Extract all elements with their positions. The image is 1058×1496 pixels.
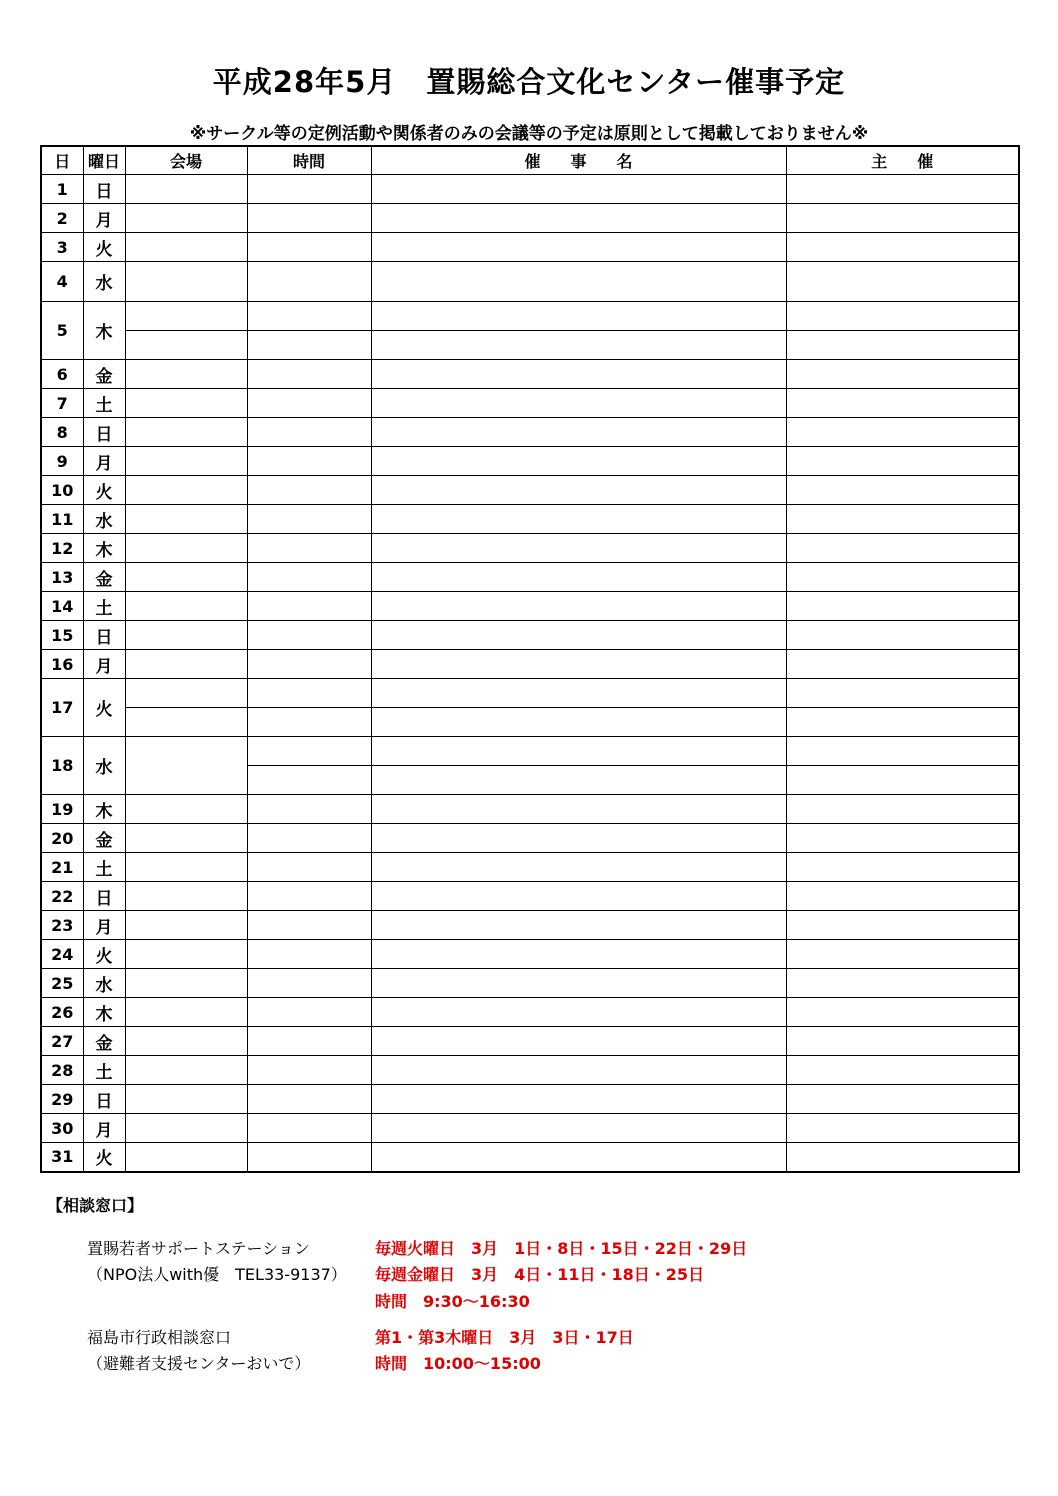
venue-cell — [125, 1085, 247, 1114]
time-cell — [247, 1114, 371, 1143]
host-cell — [786, 1143, 1019, 1172]
venue-cell — [125, 262, 247, 302]
day-cell: 9 — [41, 447, 83, 476]
weekday-cell: 月 — [83, 204, 125, 233]
time-cell — [247, 940, 371, 969]
day-cell: 7 — [41, 389, 83, 418]
notice-text: ※サークル等の定例活動や関係者のみの会議等の予定は原則として掲載しておりません※ — [189, 124, 869, 144]
host-cell — [786, 650, 1019, 679]
day-cell: 3 — [41, 233, 83, 262]
table-row — [41, 233, 1019, 262]
day-cell: 6 — [41, 360, 83, 389]
fukushima-schedule: 第1・第3木曜日 3月 3日・17日 — [375, 1328, 634, 1347]
weekday-cell: 水 — [83, 505, 125, 534]
table-row — [41, 1114, 1019, 1143]
event-cell — [371, 998, 786, 1027]
host-cell — [786, 505, 1019, 534]
table-row — [41, 592, 1019, 621]
day-cell: 2 — [41, 204, 83, 233]
header-time: 時間 — [247, 146, 371, 175]
venue-cell — [125, 175, 247, 204]
event-cell — [371, 650, 786, 679]
time-cell — [247, 233, 371, 262]
host-cell — [786, 360, 1019, 389]
host-cell — [786, 679, 1019, 708]
event-cell — [371, 679, 786, 708]
weekday-cell: 土 — [83, 592, 125, 621]
event-cell — [371, 969, 786, 998]
table-row — [41, 911, 1019, 940]
venue-cell — [125, 911, 247, 940]
weekday-cell: 日 — [83, 418, 125, 447]
venue-cell — [125, 940, 247, 969]
venue-cell — [125, 534, 247, 563]
venue-cell — [125, 204, 247, 233]
event-cell — [371, 1056, 786, 1085]
day-cell: 11 — [41, 505, 83, 534]
weekday-cell: 土 — [83, 853, 125, 882]
day-cell: 23 — [41, 911, 83, 940]
table-row — [41, 175, 1019, 204]
day-cell: 5 — [41, 302, 83, 360]
time-cell — [247, 592, 371, 621]
table-row — [41, 1085, 1019, 1114]
time-cell — [247, 204, 371, 233]
day-cell: 14 — [41, 592, 83, 621]
host-cell — [786, 563, 1019, 592]
time-cell — [247, 447, 371, 476]
host-cell — [786, 853, 1019, 882]
table-row — [41, 331, 1019, 360]
venue-cell — [125, 505, 247, 534]
day-cell: 4 — [41, 262, 83, 302]
venue-cell — [125, 418, 247, 447]
table-row — [41, 679, 1019, 708]
event-cell — [371, 940, 786, 969]
day-cell: 31 — [41, 1143, 83, 1172]
event-cell — [371, 795, 786, 824]
day-cell: 16 — [41, 650, 83, 679]
table-row — [41, 824, 1019, 853]
time-cell — [247, 911, 371, 940]
table-header-row — [41, 146, 1019, 175]
time-cell — [247, 737, 371, 766]
event-cell — [371, 360, 786, 389]
time-cell — [247, 766, 371, 795]
weekday-cell: 日 — [83, 621, 125, 650]
day-cell: 18 — [41, 737, 83, 795]
event-cell — [371, 447, 786, 476]
host-cell — [786, 708, 1019, 737]
weekday-cell: 火 — [83, 940, 125, 969]
weekday-cell: 日 — [83, 1085, 125, 1114]
day-cell: 26 — [41, 998, 83, 1027]
event-cell — [371, 911, 786, 940]
venue-cell — [125, 853, 247, 882]
page-title: 平成28年5月 置賜総合文化センター催事予定 — [212, 65, 846, 99]
table-row — [41, 998, 1019, 1027]
table-row — [41, 708, 1019, 737]
event-cell — [371, 592, 786, 621]
venue-cell — [125, 824, 247, 853]
time-cell — [247, 360, 371, 389]
host-cell — [786, 795, 1019, 824]
time-cell — [247, 1056, 371, 1085]
venue-cell — [125, 650, 247, 679]
weekday-cell: 水 — [83, 737, 125, 795]
event-cell — [371, 331, 786, 360]
day-cell: 30 — [41, 1114, 83, 1143]
time-cell — [247, 262, 371, 302]
table-row — [41, 360, 1019, 389]
host-cell — [786, 262, 1019, 302]
event-cell — [371, 1027, 786, 1056]
fukushima-office-org: （避難者支援センターおいで） — [87, 1354, 311, 1373]
time-cell — [247, 1143, 371, 1172]
header-host: 主催 — [786, 146, 1019, 175]
event-cell — [371, 233, 786, 262]
time-cell — [247, 679, 371, 708]
day-cell: 21 — [41, 853, 83, 882]
weekday-cell: 金 — [83, 360, 125, 389]
time-cell — [247, 476, 371, 505]
host-cell — [786, 737, 1019, 766]
table-row — [41, 1027, 1019, 1056]
host-cell — [786, 621, 1019, 650]
support-station-name: 置賜若者サポートステーション — [87, 1239, 310, 1258]
weekday-cell: 月 — [83, 911, 125, 940]
table-row — [41, 795, 1019, 824]
header-event: 催事名 — [371, 146, 786, 175]
table-row — [41, 650, 1019, 679]
day-cell: 28 — [41, 1056, 83, 1085]
day-cell: 8 — [41, 418, 83, 447]
host-cell — [786, 302, 1019, 331]
day-cell: 27 — [41, 1027, 83, 1056]
event-cell — [371, 1143, 786, 1172]
weekday-cell: 火 — [83, 476, 125, 505]
time-cell — [247, 621, 371, 650]
support-station-hours: 時間 9:30～16:30 — [375, 1292, 530, 1311]
support-station-schedule-tuesday: 毎週火曜日 3月 1日・8日・15日・22日・29日 — [375, 1239, 748, 1258]
host-cell — [786, 998, 1019, 1027]
venue-cell — [125, 331, 247, 360]
event-cell — [371, 882, 786, 911]
time-cell — [247, 650, 371, 679]
table-row — [41, 476, 1019, 505]
weekday-cell: 火 — [83, 233, 125, 262]
header-weekday: 曜日 — [83, 146, 125, 175]
event-cell — [371, 302, 786, 331]
event-cell — [371, 175, 786, 204]
day-cell: 29 — [41, 1085, 83, 1114]
event-cell — [371, 563, 786, 592]
weekday-cell: 土 — [83, 389, 125, 418]
host-cell — [786, 418, 1019, 447]
host-cell — [786, 447, 1019, 476]
day-cell: 1 — [41, 175, 83, 204]
time-cell — [247, 534, 371, 563]
time-cell — [247, 389, 371, 418]
weekday-cell: 土 — [83, 1056, 125, 1085]
event-cell — [371, 418, 786, 447]
host-cell — [786, 969, 1019, 998]
venue-cell — [125, 998, 247, 1027]
time-cell — [247, 1027, 371, 1056]
venue-cell — [125, 621, 247, 650]
table-row — [41, 969, 1019, 998]
host-cell — [786, 1085, 1019, 1114]
weekday-cell: 水 — [83, 262, 125, 302]
venue-cell — [125, 1143, 247, 1172]
venue-cell — [125, 969, 247, 998]
weekday-cell: 月 — [83, 447, 125, 476]
table-row — [41, 1143, 1019, 1172]
venue-cell — [125, 447, 247, 476]
table-row — [41, 204, 1019, 233]
day-cell: 10 — [41, 476, 83, 505]
time-cell — [247, 418, 371, 447]
day-cell: 20 — [41, 824, 83, 853]
time-cell — [247, 853, 371, 882]
venue-cell — [125, 302, 247, 331]
event-cell — [371, 708, 786, 737]
table-row — [41, 563, 1019, 592]
host-cell — [786, 592, 1019, 621]
event-cell — [371, 534, 786, 563]
table-row — [41, 534, 1019, 563]
header-venue: 会場 — [125, 146, 247, 175]
event-cell — [371, 204, 786, 233]
table-row — [41, 621, 1019, 650]
weekday-cell: 水 — [83, 969, 125, 998]
table-row — [41, 262, 1019, 302]
event-schedule-table — [40, 145, 1020, 1173]
venue-cell — [125, 233, 247, 262]
time-cell — [247, 563, 371, 592]
time-cell — [247, 969, 371, 998]
host-cell — [786, 204, 1019, 233]
event-cell — [371, 505, 786, 534]
event-cell — [371, 621, 786, 650]
time-cell — [247, 824, 371, 853]
venue-cell — [125, 476, 247, 505]
weekday-cell: 木 — [83, 302, 125, 360]
fukushima-office-name: 福島市行政相談窓口 — [87, 1328, 232, 1347]
venue-cell — [125, 795, 247, 824]
time-cell — [247, 331, 371, 360]
table-row — [41, 505, 1019, 534]
table-row — [41, 447, 1019, 476]
table-row — [41, 302, 1019, 331]
day-cell: 12 — [41, 534, 83, 563]
host-cell — [786, 940, 1019, 969]
day-cell: 22 — [41, 882, 83, 911]
host-cell — [786, 882, 1019, 911]
venue-cell — [125, 737, 247, 795]
venue-cell — [125, 360, 247, 389]
venue-cell — [125, 679, 247, 708]
event-cell — [371, 853, 786, 882]
venue-cell — [125, 592, 247, 621]
weekday-cell: 金 — [83, 1027, 125, 1056]
time-cell — [247, 882, 371, 911]
host-cell — [786, 1056, 1019, 1085]
time-cell — [247, 998, 371, 1027]
host-cell — [786, 476, 1019, 505]
day-cell: 19 — [41, 795, 83, 824]
day-cell: 13 — [41, 563, 83, 592]
day-cell: 25 — [41, 969, 83, 998]
weekday-cell: 月 — [83, 650, 125, 679]
event-cell — [371, 766, 786, 795]
venue-cell — [125, 563, 247, 592]
host-cell — [786, 766, 1019, 795]
host-cell — [786, 911, 1019, 940]
event-cell — [371, 737, 786, 766]
time-cell — [247, 708, 371, 737]
host-cell — [786, 233, 1019, 262]
header-day: 日 — [41, 146, 83, 175]
event-cell — [371, 824, 786, 853]
venue-cell — [125, 1027, 247, 1056]
weekday-cell: 火 — [83, 679, 125, 737]
weekday-cell: 火 — [83, 1143, 125, 1172]
table-row — [41, 1056, 1019, 1085]
weekday-cell: 金 — [83, 824, 125, 853]
host-cell — [786, 534, 1019, 563]
event-cell — [371, 1114, 786, 1143]
venue-cell — [125, 882, 247, 911]
host-cell — [786, 389, 1019, 418]
event-cell — [371, 262, 786, 302]
host-cell — [786, 824, 1019, 853]
event-cell — [371, 1085, 786, 1114]
day-cell: 17 — [41, 679, 83, 737]
day-cell: 24 — [41, 940, 83, 969]
host-cell — [786, 175, 1019, 204]
weekday-cell: 月 — [83, 1114, 125, 1143]
fukushima-hours: 時間 10:00～15:00 — [375, 1354, 541, 1373]
weekday-cell: 木 — [83, 534, 125, 563]
table-row — [41, 737, 1019, 766]
time-cell — [247, 302, 371, 331]
weekday-cell: 日 — [83, 175, 125, 204]
event-cell — [371, 476, 786, 505]
table-row — [41, 853, 1019, 882]
table-row — [41, 882, 1019, 911]
host-cell — [786, 1114, 1019, 1143]
venue-cell — [125, 1056, 247, 1085]
day-cell: 15 — [41, 621, 83, 650]
event-cell — [371, 389, 786, 418]
table-row — [41, 418, 1019, 447]
venue-cell — [125, 1114, 247, 1143]
support-station-org: （NPO法人with優 TEL33-9137） — [87, 1265, 347, 1284]
weekday-cell: 木 — [83, 795, 125, 824]
weekday-cell: 木 — [83, 998, 125, 1027]
time-cell — [247, 1085, 371, 1114]
weekday-cell: 日 — [83, 882, 125, 911]
host-cell — [786, 1027, 1019, 1056]
table-row — [41, 940, 1019, 969]
venue-cell — [125, 389, 247, 418]
consultation-heading: 【相談窓口】 — [47, 1196, 144, 1215]
venue-cell — [125, 708, 247, 737]
time-cell — [247, 175, 371, 204]
host-cell — [786, 331, 1019, 360]
time-cell — [247, 795, 371, 824]
time-cell — [247, 505, 371, 534]
support-station-schedule-friday: 毎週金曜日 3月 4日・11日・18日・25日 — [375, 1265, 705, 1284]
weekday-cell: 金 — [83, 563, 125, 592]
table-row — [41, 389, 1019, 418]
